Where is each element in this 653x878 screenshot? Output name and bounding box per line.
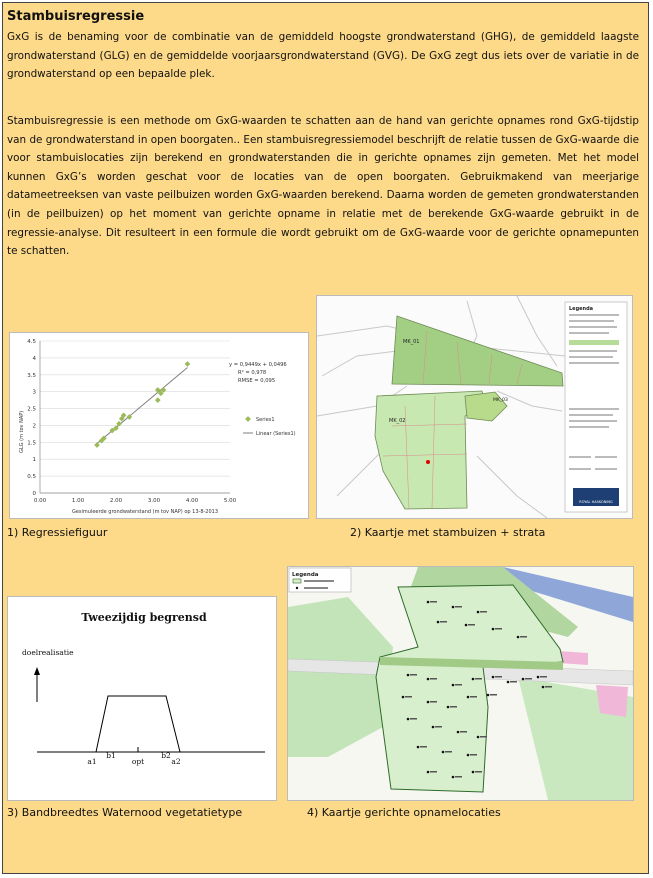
opname-point: [427, 601, 430, 604]
opname-point-label: [475, 678, 482, 680]
map-opnamelocaties: [287, 566, 634, 801]
stratum-mk03: [465, 392, 507, 421]
opname-point: [542, 686, 545, 689]
x-tick-label: 0.00: [33, 498, 47, 504]
opname-point: [452, 606, 455, 609]
opname-point-label: [495, 628, 502, 630]
band-tick-a1: a1: [87, 757, 97, 766]
legend-linear: Linear (Series1): [256, 431, 296, 437]
x-tick-label: 3.00: [147, 498, 161, 504]
y-tick-label: 2: [32, 423, 36, 430]
opname-point: [465, 624, 468, 627]
caption-map-locations: 4) Kaartje gerichte opnamelocaties: [307, 806, 501, 819]
regression-equation: y = 0,9449x + 0,0496: [229, 362, 287, 368]
opname-point: [432, 726, 435, 729]
opname-point: [427, 678, 430, 681]
legend-marker-series1: [245, 416, 251, 422]
intro-paragraph: GxG is de benaming voor de combinatie van de gemiddeld hoogste grondwaterstand (GHG), de gemiddeld laagste grondwaterstand (GLG) en de gemiddelde voorjaarsgrondwaterstand (GVG). De GxG zegt dus iets over de variatie in de grondwaterstand op een bepaalde plek.: [7, 31, 639, 81]
opname-point: [427, 701, 430, 704]
opname-point: [407, 674, 410, 677]
map-stambuizen: [316, 295, 633, 519]
y-tick-label: 3.5: [27, 372, 36, 379]
map2-legend-title: Legenda: [292, 572, 319, 578]
opname-point: [517, 636, 520, 639]
opname-point-label: [470, 754, 477, 756]
stratum-mk01: [392, 316, 563, 386]
map-label-mk03: MK_03: [493, 398, 508, 403]
opname-point-label: [545, 686, 552, 688]
opname-point-label: [430, 678, 437, 680]
opname-point-label: [430, 771, 437, 773]
map-label-mk01: MK_01: [403, 339, 420, 345]
regression-rmse: RMSE = 0,095: [238, 378, 276, 384]
opname-point: [442, 751, 445, 754]
opname-point: [467, 696, 470, 699]
opname-point: [467, 754, 470, 757]
data-point: [155, 397, 161, 403]
opname-point-label: [420, 746, 427, 748]
y-tick-label: 0.5: [27, 474, 36, 481]
y-tick-label: 2.5: [27, 406, 36, 413]
opname-point-label: [430, 701, 437, 703]
opname-point: [492, 676, 495, 679]
opname-point: [457, 731, 460, 734]
legend-series1: Series1: [256, 417, 275, 423]
opname-point-label: [540, 676, 547, 678]
y-tick-label: 1.5: [27, 440, 36, 447]
opname-point: [427, 771, 430, 774]
band-ylabel: doelrealisatie: [22, 648, 74, 657]
map-opname-graphic: [288, 567, 633, 800]
opname-point: [417, 746, 420, 749]
opname-point-label: [445, 751, 452, 753]
opname-point-label: [480, 736, 487, 738]
map2-pink-2: [596, 685, 628, 717]
opname-point-label: [468, 624, 475, 626]
y-axis-label: GLG (m tov NAP): [19, 410, 25, 453]
opname-point-label: [410, 674, 417, 676]
map1-legend-title: Legenda: [569, 306, 594, 312]
method-paragraph: Stambuisregressie is een methode om GxG-waarden te schatten aan de hand van gerichte opnames rond GxG-tijdstip van de grondwaterstand in open boorgaten.. Een stambuisregressiemodel beschrijft de relatie tussen de GxG-waarde die voor stambuislocaties zijn berekend en grondwaterstanden die in gerichte opnames zijn gemeten. Met het model kunnen GxG’s worden geschat voor de locaties van de open boorgaten. Gebruikmakend van meerjarige datameetreeksen van vaste peilbuizen worden GxG-waarden berekend. Daarna worden de gemeten grondwaterstanden (in de peilbuizen) op het moment van gerichte opname in relatie met de berekende GxG-waarde gebruikt in de regressie-analyse. Dit resulteert in een formule die wordt gebruikt om de GxG-waarde voor de gerichte opnamepunten te schatten.: [7, 115, 639, 258]
opname-point-label: [440, 621, 447, 623]
opname-point-label: [470, 696, 477, 698]
opname-point-label: [455, 684, 462, 686]
opname-point: [492, 628, 495, 631]
opname-point-label: [435, 726, 442, 728]
caption-bandwidth: 3) Bandbreedtes Waternood vegetatietype: [7, 806, 243, 819]
x-tick-label: 1.00: [71, 498, 85, 504]
opname-point-label: [510, 681, 517, 683]
data-point: [94, 442, 100, 448]
opname-point-label: [430, 601, 437, 603]
opname-point-label: [455, 776, 462, 778]
caption-map-strata: 2) Kaartje met stambuizen + strata: [350, 526, 546, 539]
opname-point: [487, 694, 490, 697]
opname-point: [537, 676, 540, 679]
map2-legend-text-2: [304, 587, 328, 589]
x-tick-label: 5.00: [223, 498, 237, 504]
page-title: Stambuisregressie: [7, 9, 145, 24]
y-tick-label: 1: [32, 457, 36, 464]
y-tick-label: 4: [32, 355, 36, 362]
opname-point-label: [490, 694, 497, 696]
x-tick-label: 2.00: [109, 498, 123, 504]
bandwidth-graphic: [8, 597, 276, 800]
opname-point-label: [475, 771, 482, 773]
opname-point-label: [410, 718, 417, 720]
opname-point: [472, 771, 475, 774]
opname-point: [477, 611, 480, 614]
opname-point: [522, 678, 525, 681]
map1-logo-text: ROYAL HASKONING: [579, 500, 613, 504]
band-tick-a2: a2: [171, 757, 181, 766]
opname-point: [452, 684, 455, 687]
map-stambuizen-graphic: [317, 296, 632, 518]
opname-point-label: [405, 696, 412, 698]
band-tick-b2: b2: [161, 751, 171, 760]
opname-point: [447, 706, 450, 709]
map2-legend-swatch: [293, 579, 301, 583]
opname-point-label: [525, 678, 532, 680]
stambuis-point: [426, 460, 430, 464]
caption-regression: 1) Regressiefiguur: [7, 526, 108, 539]
opname-point: [437, 621, 440, 624]
opname-point-label: [455, 606, 462, 608]
opname-point-label: [450, 706, 457, 708]
x-axis-label: Gesimuleerde grondwaterstand (m tov NAP) op 13-8-2013: [71, 509, 219, 515]
opname-point: [477, 736, 480, 739]
x-tick-label: 4.00: [185, 498, 199, 504]
band-curve: [96, 696, 180, 752]
opname-point: [507, 681, 510, 684]
opname-point: [472, 678, 475, 681]
regression-chart: [10, 333, 308, 518]
data-point: [185, 361, 191, 367]
y-tick-label: 3: [32, 389, 36, 396]
regression-r2: R² = 0,978: [238, 370, 267, 376]
map2-legend-point: [296, 587, 298, 589]
band-tick-opt: opt: [131, 757, 145, 766]
map-label-mk02: MK_02: [389, 418, 406, 424]
opname-point: [402, 696, 405, 699]
y-tick-label: 4.5: [27, 339, 36, 345]
y-tick-label: 0: [32, 491, 36, 497]
trend-line: [97, 367, 187, 443]
band-title: Tweezijdig begrensd: [81, 611, 207, 624]
regression-figure: [9, 332, 309, 519]
opname-point-label: [460, 731, 467, 733]
bandwidth-figure: [7, 596, 277, 801]
opname-point: [407, 718, 410, 721]
map2-legend-text-1: [304, 580, 334, 582]
opname-point-label: [520, 636, 527, 638]
opname-point-label: [480, 611, 487, 613]
band-y-arrowhead: [34, 667, 40, 675]
opname-point-label: [495, 676, 502, 678]
band-tick-b1: b1: [106, 751, 116, 760]
opname-point: [452, 776, 455, 779]
